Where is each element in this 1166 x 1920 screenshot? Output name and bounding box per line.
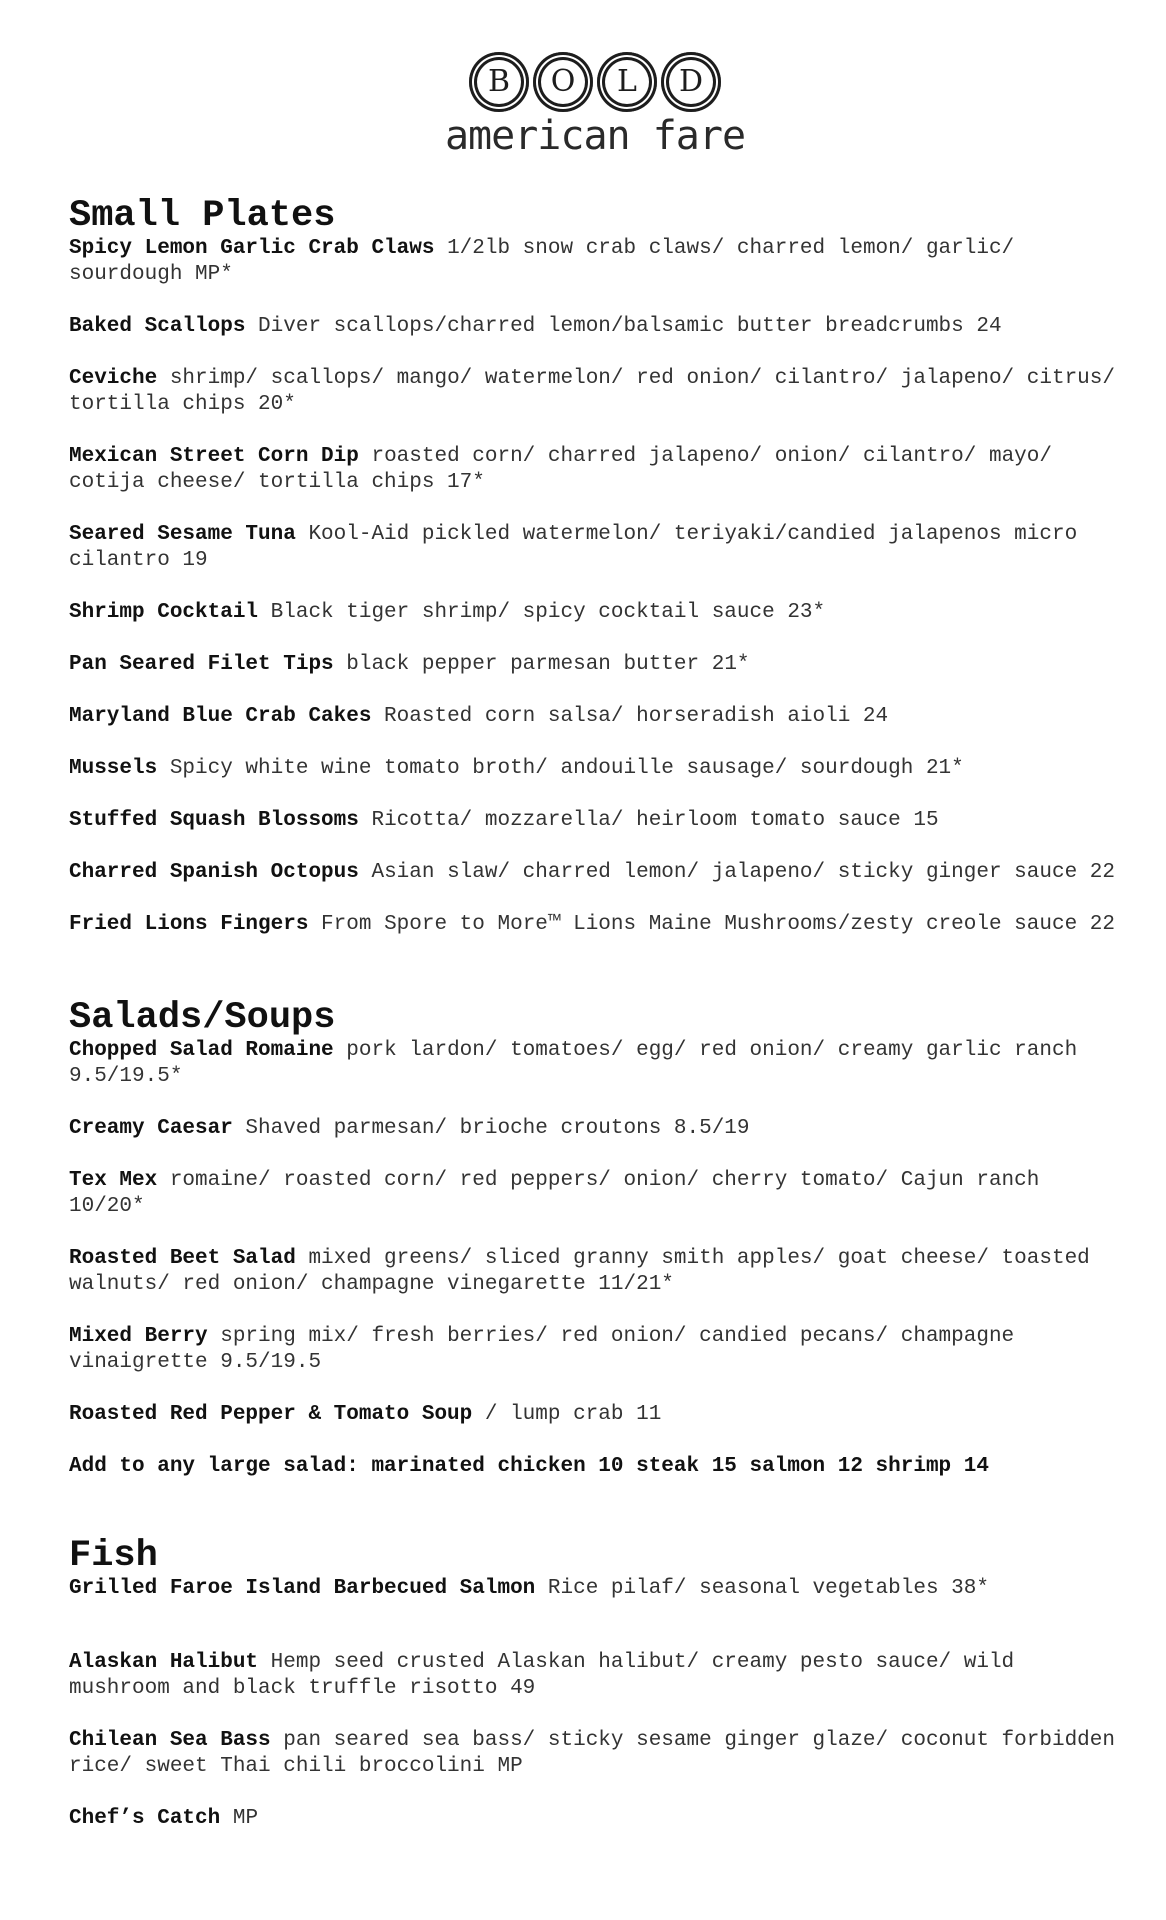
item-name: Pan Seared Filet Tips: [69, 653, 334, 676]
item-description: Roasted corn salsa/ horseradish aioli 24: [371, 705, 889, 728]
menu-item: [69, 808, 1119, 834]
logo-letter: L: [605, 60, 649, 104]
logo-circle-d: [661, 52, 721, 112]
menu-item: [69, 756, 1119, 782]
menu-item: [69, 1650, 1119, 1702]
item-name: Creamy Caesar: [69, 1117, 233, 1140]
item-description: romaine/ roasted corn/ red peppers/ onion/ cherry tomato/ Cajun ranch 10/20*: [69, 1169, 1040, 1218]
restaurant-logo: [430, 52, 760, 182]
menu-item: [69, 860, 1119, 886]
item-description: roasted corn/ charred jalapeno/ onion/ cilantro/ mayo/ cotija cheese/ tortilla chips 17*: [69, 445, 1052, 494]
item-name: Baked Scallops: [69, 315, 246, 338]
section-title-salads-soups: Salads/Soups: [69, 997, 336, 1039]
menu-item: [69, 912, 1119, 938]
item-name: Shrimp Cocktail: [69, 601, 259, 624]
item-name: Grilled Faroe Island Barbecued Salmon: [69, 1577, 536, 1600]
item-name: Alaskan Halibut: [69, 1651, 259, 1674]
logo-letter-circles: [430, 52, 760, 112]
item-name: Charred Spanish Octopus: [69, 861, 359, 884]
item-description: Diver scallops/charred lemon/balsamic butter breadcrumbs 24: [245, 315, 1002, 338]
menu-item: [69, 236, 1119, 288]
menu-item: [69, 522, 1119, 574]
item-name: Tex Mex: [69, 1169, 158, 1192]
menu-item: [69, 1324, 1119, 1376]
item-name: Stuffed Squash Blossoms: [69, 809, 359, 832]
item-name: Maryland Blue Crab Cakes: [69, 705, 372, 728]
item-description: Black tiger shrimp/ spicy cocktail sauce 23*: [258, 601, 826, 624]
item-description: pan seared sea bass/ sticky sesame ginger glaze/ coconut forbidden rice/ sweet Thai chili broccolini MP: [69, 1729, 1115, 1778]
item-name: Chilean Sea Bass: [69, 1729, 271, 1752]
item-description: 1/2lb snow crab claws/ charred lemon/ garlic/ sourdough MP*: [69, 237, 1015, 286]
item-name: Roasted Red Pepper & Tomato Soup: [69, 1403, 473, 1426]
logo-circle-o: [533, 52, 593, 112]
menu-item: [69, 1728, 1119, 1780]
section-title-fish: Fish: [69, 1535, 158, 1577]
section-title-small-plates: Small Plates: [69, 195, 336, 237]
menu-item: [69, 1038, 1119, 1090]
logo-letter: D: [669, 60, 713, 104]
menu-item: [69, 1806, 1119, 1832]
logo-letter: B: [477, 60, 521, 104]
item-description: Shaved parmesan/ brioche croutons 8.5/19: [232, 1117, 750, 1140]
menu-item: [69, 600, 1119, 626]
item-name: Chef’s Catch: [69, 1807, 221, 1830]
menu-item: [69, 314, 1119, 340]
item-description: pork lardon/ tomatoes/ egg/ red onion/ creamy garlic ranch 9.5/19.5*: [69, 1039, 1078, 1088]
item-description: shrimp/ scallops/ mango/ watermelon/ red onion/ cilantro/ jalapeno/ citrus/ tortilla chips 20*: [69, 367, 1115, 416]
menu-item: [69, 652, 1119, 678]
item-description: Rice pilaf/ seasonal vegetables 38*: [535, 1577, 989, 1600]
item-name: Mexican Street Corn Dip: [69, 445, 359, 468]
item-description: Asian slaw/ charred lemon/ jalapeno/ sticky ginger sauce 22: [358, 861, 1115, 884]
item-description: Kool-Aid pickled watermelon/ teriyaki/candied jalapenos micro cilantro 19: [69, 523, 1078, 572]
item-name: Chopped Salad Romaine: [69, 1039, 334, 1062]
section-spacer: [69, 964, 1119, 998]
item-description: spring mix/ fresh berries/ red onion/ candied pecans/ champagne vinaigrette 9.5/19.5: [69, 1325, 1015, 1374]
section-spacer: [69, 1506, 1119, 1536]
logo-letter: O: [541, 60, 585, 104]
item-name: Seared Sesame Tuna: [69, 523, 296, 546]
item-description: black pepper parmesan butter 21*: [333, 653, 750, 676]
logo-subtitle: american fare: [444, 113, 746, 159]
menu-item: [69, 1576, 1119, 1602]
item-description: Ricotta/ mozzarella/ heirloom tomato sauce 15: [358, 809, 939, 832]
menu-content: [69, 196, 1119, 1858]
logo-circle-b: [469, 52, 529, 112]
item-name: Spicy Lemon Garlic Crab Claws: [69, 237, 435, 260]
item-description: MP: [220, 1807, 259, 1830]
salad-addon-note: Add to any large salad: marinated chicken 10 steak 15 salmon 12 shrimp 14: [69, 1455, 989, 1478]
item-name: Mixed Berry: [69, 1325, 208, 1348]
menu-item: [69, 1116, 1119, 1142]
item-description: mixed greens/ sliced granny smith apples/ goat cheese/ toasted walnuts/ red onion/ champagne vinegarette 11/21*: [69, 1247, 1090, 1296]
item-name: Mussels: [69, 757, 158, 780]
menu-item: [69, 704, 1119, 730]
logo-circle-l: [597, 52, 657, 112]
menu-item: [69, 444, 1119, 496]
item-description: / lump crab 11: [472, 1403, 662, 1426]
item-name: Ceviche: [69, 367, 158, 390]
item-description: From Spore to More™ Lions Maine Mushrooms/zesty creole sauce 22: [308, 913, 1115, 936]
menu-item: [69, 366, 1119, 418]
item-description: Hemp seed crusted Alaskan halibut/ creamy pesto sauce/ wild mushroom and black truffle risotto 49: [69, 1651, 1015, 1700]
item-name: Fried Lions Fingers: [69, 913, 309, 936]
menu-item: [69, 1246, 1119, 1298]
item-name: Roasted Beet Salad: [69, 1247, 296, 1270]
menu-item: [69, 1402, 1119, 1428]
item-description: Spicy white wine tomato broth/ andouille sausage/ sourdough 21*: [157, 757, 964, 780]
menu-item: [69, 1168, 1119, 1220]
